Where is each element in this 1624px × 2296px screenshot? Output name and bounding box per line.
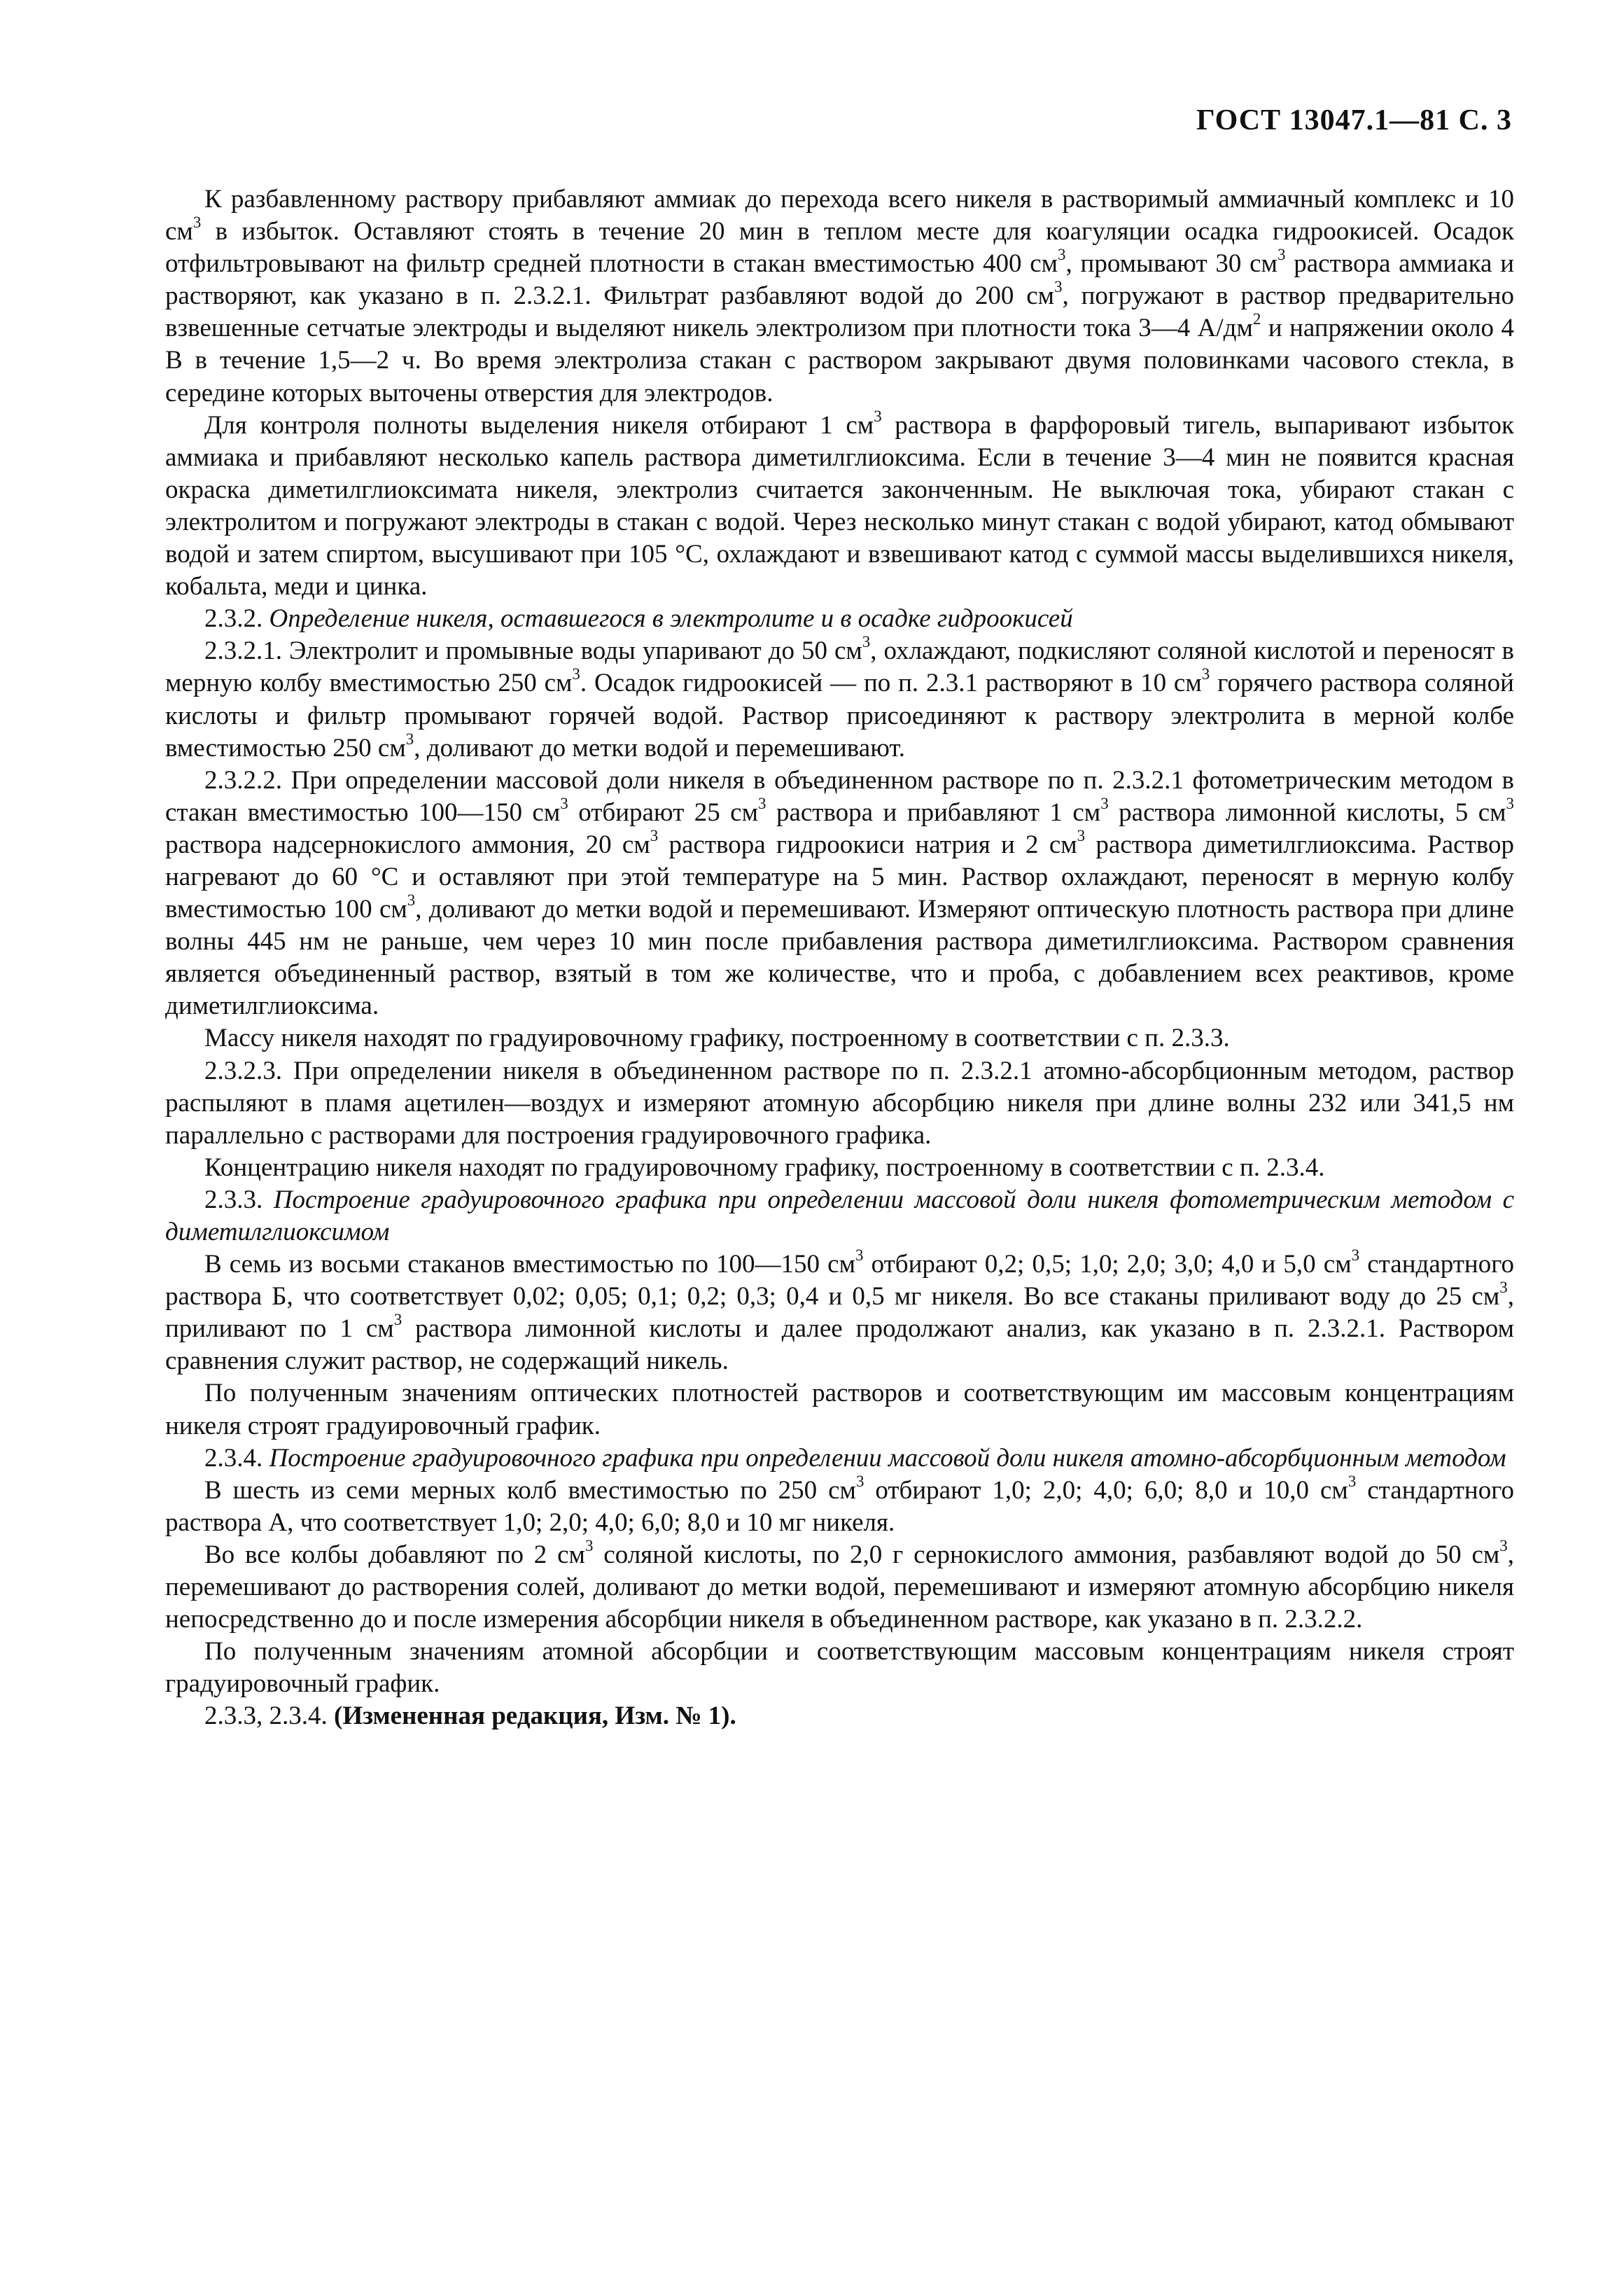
section-heading <box>165 603 1514 635</box>
superscript: 3 <box>1499 1278 1508 1296</box>
section-title: Построение градуировочного графика при определении массовой доли никеля фотометрическим методом с диметилглиоксимом <box>165 1185 1515 1246</box>
superscript: 3 <box>1054 278 1063 296</box>
superscript: 3 <box>572 665 580 683</box>
paragraph: 2.3.2.3. При определении никеля в объединенном растворе по п. 2.3.2.1 атомно-абсорбционным методом, раствор распыляют в пламя ацетилен—воздух и измеряют атомную абсорбцию никеля при длине волны 232 или 341,5 нм параллельно с растворами для построения градуировочного графика. <box>165 1056 1514 1150</box>
superscript: 3 <box>407 891 416 909</box>
section-heading <box>165 1442 1514 1475</box>
paragraph: В семь из восьми стаканов вместимостью по 100—150 $см^3$ отбирают 0,2; 0,5; 1,0; 2,0; 3,0; 4,0 и 5,0 $см^3$ стандартного раствора Б, что соответствует 0,02; 0,05; 0,1; 0,2; 0,3; 0,4 и 0,5 мг никеля. Во все стаканы приливают воду до 25 $см^3$, приливают по 1 $см^3$ раствора лимонной кислоты и далее продолжают анализ, как указано в п. 2.3.2.1. Раствором сравнения служит раствор, не содержащий никель. <box>165 1246 1515 1376</box>
superscript: 3 <box>1277 245 1286 263</box>
superscript: 3 <box>1499 1536 1508 1554</box>
paragraph: К разбавленному раствору прибавляют аммиак до перехода всего никеля в растворимый аммиачный комплекс и 10 $см^3$ в избыток. Оставляют стоять в течение 20 мин в теплом месте для коагуляции осадка гидроокисей. Осадок отфильтровывают на фильтр средней плотности в стакан вместимостью 400 $см^3$, промывают 30 $см^3$ раствора аммиака и растворяют, как указано в п. 2.3.2.1. Фильтрат разбавляют водой до 200 $см^3$, погружают в раствор предварительно взвешенные сетчатые электроды и выделяют никель электролизом при плотности тока 3—4 $А/дм^2$ и напряжении около 4 В в течение 1,5—2 ч. Во время электролиза стакан с раствором закрывают двумя половинками часового стекла, в середине которых выточены отверстия для электродов. <box>165 185 1514 408</box>
superscript: 3 <box>393 1311 402 1329</box>
page-header: ГОСТ 13047.1—81 С. 3 <box>1196 104 1512 137</box>
amendment-note <box>165 1700 1514 1732</box>
superscript: 3 <box>1201 665 1210 683</box>
paragraph: В шесть из семи мерных колб вместимостью по 250 $см^3$ отбирают 1,0; 2,0; 4,0; 6,0; 8,0 и 10,0 $см^3$ стандартного раствора А, что соответствует 1,0; 2,0; 4,0; 6,0; 8,0 и 10 мг никеля. <box>165 1472 1514 1537</box>
superscript: 3 <box>584 1536 594 1554</box>
superscript: 3 <box>1100 794 1109 812</box>
superscript: 3 <box>758 794 766 812</box>
paragraph: Во все колбы добавляют по 2 $см^3$ соляной кислоты, по 2,0 г сернокислого аммония, разбавляют водой до 50 $см^3$, перемешивают до растворения солей, доливают до метки водой, перемешивают и измеряют атомную абсорбцию никеля непосредственно до и после измерения абсорбции никеля в объединенном растворе, как указано в п. 2.3.2.2. <box>165 1536 1514 1634</box>
section-number: 2.3.3. <box>204 1185 263 1214</box>
superscript: 3 <box>874 407 882 425</box>
superscript: 3 <box>405 730 414 748</box>
paragraph: По полученным значениям атомной абсорбции и соответствующим массовым концентрациям никеля строят градуировочный график. <box>165 1637 1514 1699</box>
superscript: 3 <box>1351 1246 1360 1264</box>
superscript: 2 <box>1252 310 1261 328</box>
superscript: 3 <box>1506 794 1515 812</box>
paragraph: Массу никеля находят по градуировочному графику, построенному в соответствии с п. 2.3.3. <box>204 1024 1230 1053</box>
superscript: 3 <box>192 213 202 231</box>
superscript: 3 <box>650 826 659 844</box>
section-number: 2.3.4. <box>204 1443 263 1473</box>
paragraph: По полученным значениям оптических плотностей растворов и соответствующим им массовым концентрациям никеля строят градуировочный график. <box>165 1379 1514 1440</box>
paragraph: 2.3.2.1. Электролит и промывные воды упаривают до 50 $см^3$, охлаждают, подкисляют соляной кислотой и переносят в мерную колбу вместимостью 250 $см^3$. Осадок гидроокисей — по п. 2.3.1 растворяют в 10 $см^3$ горячего раствора соляной кислоты и фильтр промывают горячей водой. Раствор присоединяют к раствору электролита в мерной колбе вместимостью 250 $см^3$, доливают до метки водой и перемешивают. <box>165 633 1514 763</box>
superscript: 3 <box>862 633 871 651</box>
superscript: 3 <box>1058 245 1066 263</box>
section-number: 2.3.2. <box>204 604 263 634</box>
section-title: Построение градуировочного графика при определении массовой доли никеля атомно-абсорбционным методом <box>269 1443 1506 1473</box>
superscript: 3 <box>1077 826 1086 844</box>
section-title: Определение никеля, оставшегося в электролите и в осадке гидроокисей <box>269 604 1073 634</box>
paragraph: Концентрацию никеля находят по градуировочному графику, построенному в соответствии с п. 2.3.4. <box>204 1153 1325 1182</box>
document-body <box>165 183 1514 1733</box>
section-heading <box>165 1184 1514 1248</box>
superscript: 3 <box>560 794 568 812</box>
superscript: 3 <box>855 1246 864 1264</box>
amendment-sections: 2.3.3, 2.3.4. <box>204 1702 328 1731</box>
superscript: 3 <box>855 1472 864 1490</box>
paragraph: 2.3.2.2. При определении массовой доли никеля в объединенном растворе по п. 2.3.2.1 фотометрическим методом в стакан вместимостью 100—150 $см^3$ отбирают 25 $см^3$ раствора и прибавляют 1 $см^3$ раствора лимонной кислоты, 5 $см^3$ раствора надсернокислого аммония, 20 $см^3$ раствора гидроокиси натрия и 2 $см^3$ раствора диметилглиоксима. Раствор нагревают до 60 °С и оставляют при этой температуре на 5 мин. Раствор охлаждают, переносят в мерную колбу вместимостью 100 $см^3$, доливают до метки водой и перемешивают. Измеряют оптическую плотность раствора при длине волны 445 нм не раньше, чем через 10 мин после прибавления раствора диметилглиоксима. Раствором сравнения является объединенный раствор, взятый в том же количестве, что и проба, с добавлением всех реактивов, кроме диметилглиоксима. <box>165 765 1515 1021</box>
superscript: 3 <box>1348 1472 1357 1490</box>
paragraph: Для контроля полноты выделения никеля отбирают 1 $см^3$ раствора в фарфоровый тигель, выпаривают избыток аммиака и прибавляют несколько капель раствора диметилглиоксима. Если в течение 3—4 мин не появится красная окраска диметилглиоксимата никеля, электролиз считается законченным. Не выключая тока, убирают стакан с электролитом и погружают электроды в стакан с водой. Через несколько минут стакан с водой убирают, катод обмывают водой и затем спиртом, высушивают при 105 °С, охлаждают и взвешивают катод с суммой массы выделившихся никеля, кобальта, меди и цинка. <box>165 407 1514 601</box>
amendment-text: (Измененная редакция, Изм. № 1). <box>334 1702 736 1731</box>
